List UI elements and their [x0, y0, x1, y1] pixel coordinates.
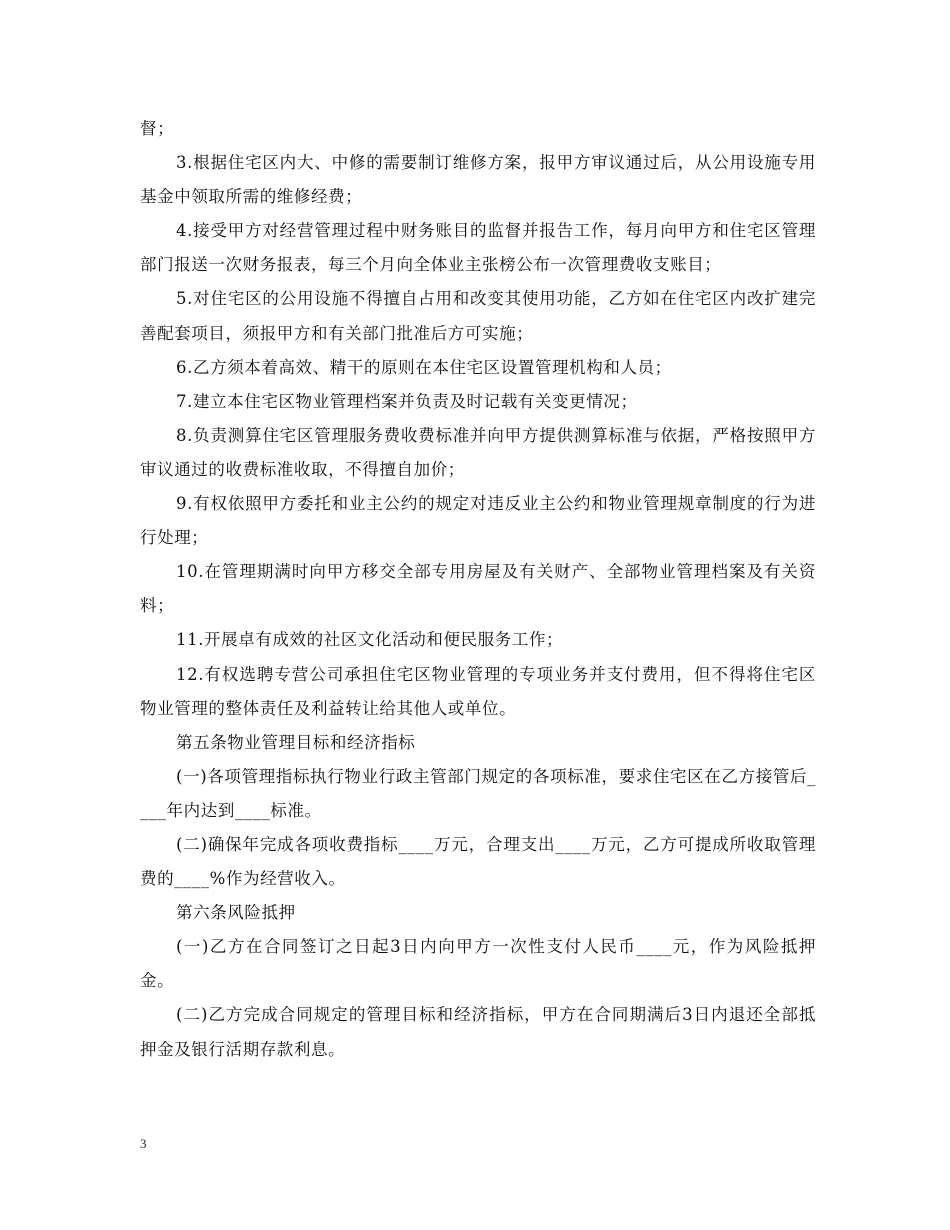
- paragraph: 3.根据住宅区内大、中修的需要制订维修方案，报甲方审议通过后，从公用设施专用基金中领取所需的维修经费；: [140, 153, 816, 207]
- paragraph: 督；: [140, 119, 175, 138]
- document-body: [140, 112, 816, 1067]
- page-number: 3: [140, 1136, 147, 1151]
- paragraph: 12.有权选聘专营公司承担住宅区物业管理的专项业务并支付费用，但不得将住宅区物业管理的整体责任及利益转让给其他人或单位。: [140, 664, 816, 718]
- paragraph: 10.在管理期满时向甲方移交全部专用房屋及有关财产、全部物业管理档案及有关资料；: [140, 562, 816, 616]
- paragraph: (二)确保年完成各项收费指标____万元，合理支出____万元，乙方可提成所收取管理费的____%作为经营收入。: [140, 834, 816, 889]
- paragraph: 11.开展卓有成效的社区文化活动和便民服务工作；: [176, 630, 564, 650]
- paragraph: (一)各项管理指标执行物业行政主管部门规定的各项标准，要求住宅区在乙方接管后____年内达到____标准。: [140, 766, 816, 820]
- paragraph: (一)乙方在合同签订之日起3日内向甲方一次性支付人民币____元，作为风险抵押金。: [140, 937, 816, 991]
- paragraph: (二)乙方完成合同规定的管理目标和经济指标，甲方在合同期满后3日内退还全部抵押金及银行活期存款利息。: [140, 1005, 816, 1059]
- paragraph: 5.对住宅区的公用设施不得擅自占用和改变其使用功能，乙方如在住宅区内改扩建完善配套项目，须报甲方和有关部门批准后方可实施；: [140, 289, 816, 343]
- section-heading: 第六条风险抵押: [176, 903, 296, 923]
- section-heading: 第五条物业管理目标和经济指标: [176, 732, 416, 752]
- paragraph: 8.负责测算住宅区管理服务费收费标准并向甲方提供测算标准与依据，严格按照甲方审议通过的收费标准收取，不得擅自加价；: [140, 425, 816, 479]
- paragraph: 4.接受甲方对经营管理过程中财务账目的监督并报告工作，每月向甲方和住宅区管理部门报送一次财务报表，每三个月向全体业主张榜公布一次管理费收支账目；: [140, 221, 816, 275]
- paragraph: 7.建立本住宅区物业管理档案并负责及时记载有关变更情况；: [176, 391, 638, 411]
- paragraph: 9.有权依照甲方委托和业主公约的规定对违反业主公约和物业管理规章制度的行为进行处理；: [140, 494, 816, 548]
- paragraph: 6.乙方须本着高效、精干的原则在本住宅区设置管理机构和人员；: [176, 357, 672, 377]
